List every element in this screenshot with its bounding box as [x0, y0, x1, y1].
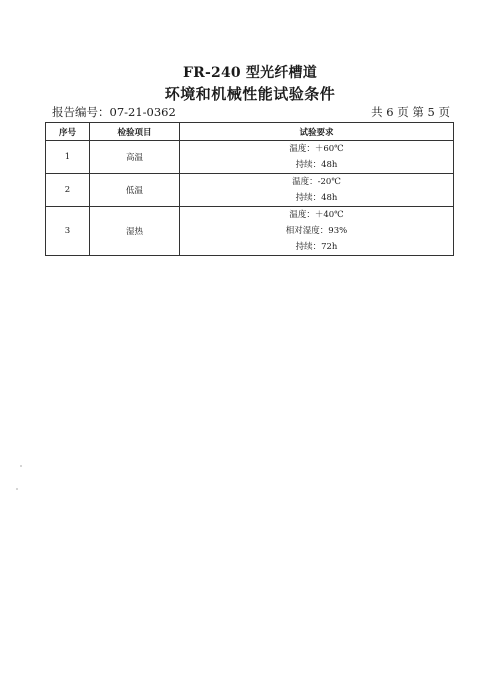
column-header-item: 检验项目 — [90, 123, 180, 141]
requirement-line: 温度：＋60℃ — [289, 144, 344, 154]
table-row — [46, 207, 454, 256]
row-requirements — [180, 174, 454, 207]
requirement-line: 温度：-20℃ — [292, 177, 341, 187]
row-requirements — [180, 141, 454, 174]
table-header-row — [46, 123, 454, 141]
requirement-line: 温度：＋40℃ — [289, 210, 344, 220]
document-subtitle: 环境和机械性能试验条件 — [164, 85, 336, 103]
row-number: 2 — [46, 174, 90, 207]
page-number: 共 6 页 第 5 页 — [371, 105, 450, 119]
requirement-line: 持续：48h — [295, 193, 338, 203]
column-header-requirements: 试验要求 — [180, 123, 454, 141]
table-row — [46, 141, 454, 174]
requirement-line: 持续：48h — [295, 160, 338, 170]
row-item: 低温 — [90, 174, 180, 207]
test-conditions-table — [45, 122, 454, 256]
column-header-no: 序号 — [46, 123, 90, 141]
scan-speck — [16, 488, 18, 490]
report-number: 报告编号：07-21-0362 — [52, 105, 176, 119]
row-requirements — [180, 207, 454, 256]
scan-speck — [20, 465, 22, 467]
row-item: 高温 — [90, 141, 180, 174]
row-number: 3 — [46, 207, 90, 256]
row-item: 湿热 — [90, 207, 180, 256]
requirement-line: 持续：72h — [295, 242, 338, 252]
requirement-line: 相对湿度：93% — [285, 226, 348, 236]
table-row — [46, 174, 454, 207]
row-number: 1 — [46, 141, 90, 174]
document-title: FR-240 型光纤槽道 — [183, 65, 317, 81]
